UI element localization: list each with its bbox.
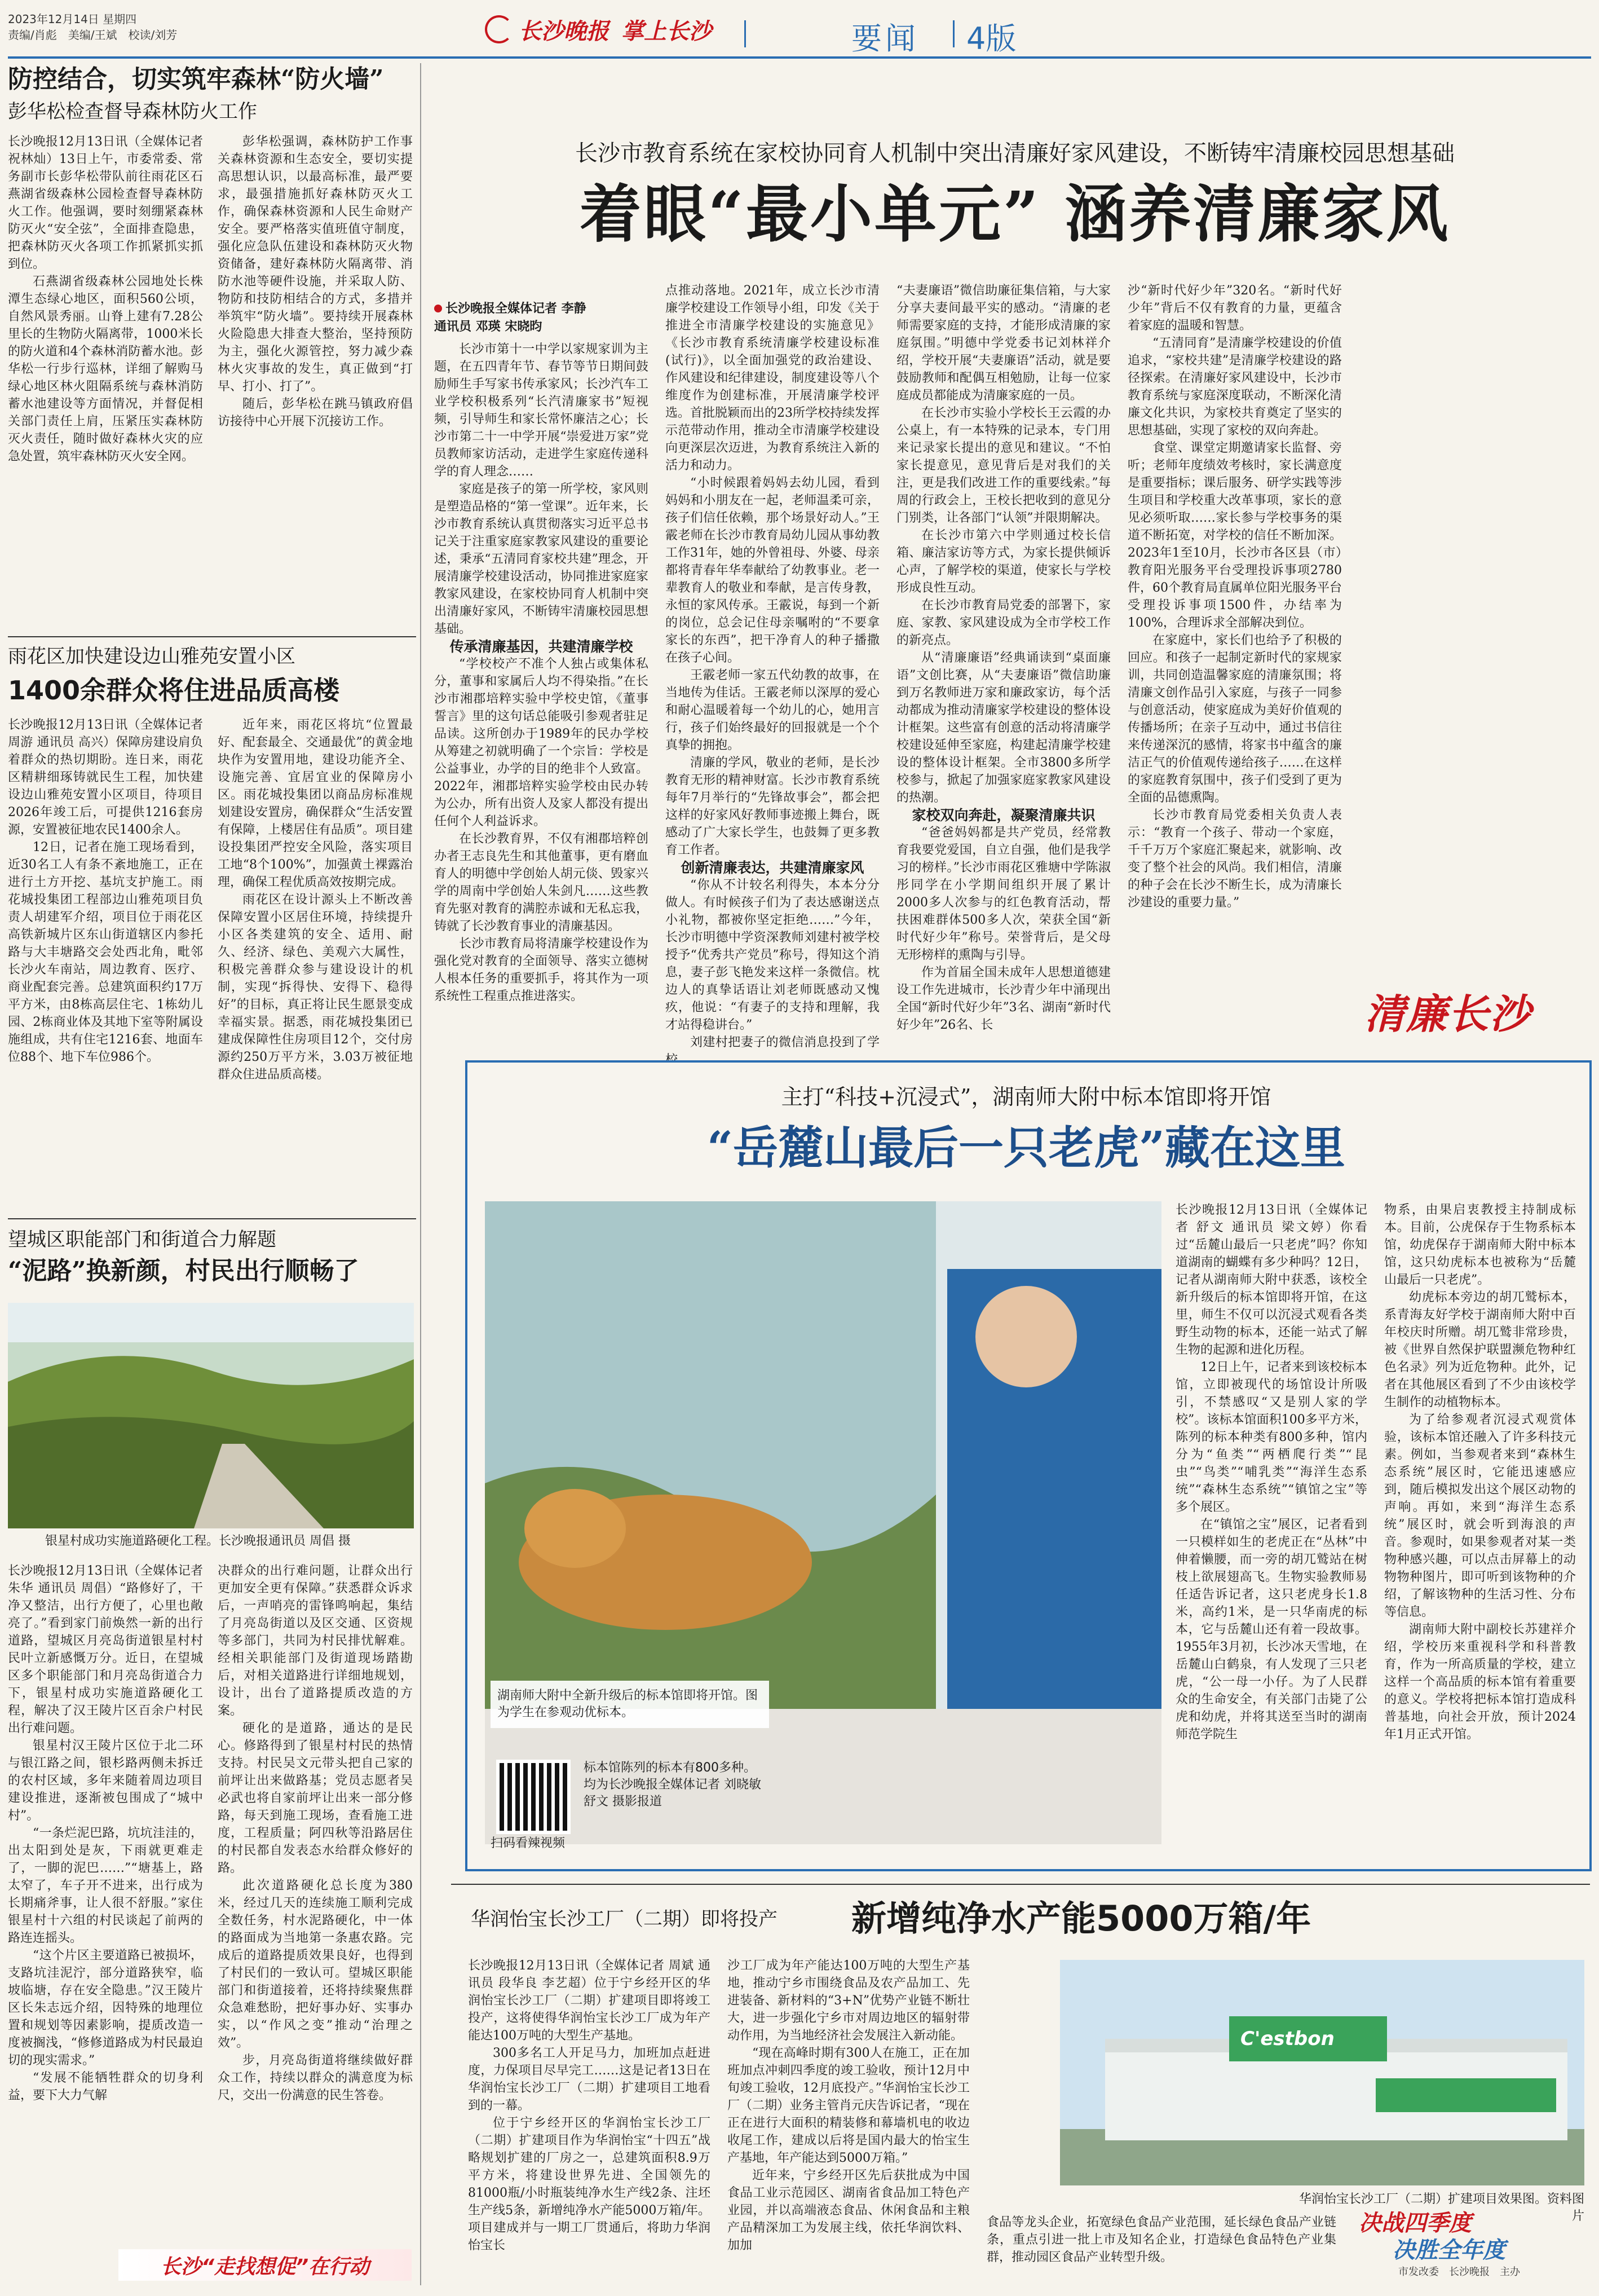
clean-para: 长沙市第十一中学以家规家训为主题，在五四青年节、春节等节日期间鼓励师生手写家书传承家风；长沙汽车工业学校积极系列“长汽清廉家书”短视频，引导师生和家长常怀廉洁之心；长沙市第二十一中学开展“崇爱进万家”党员教师家访活动，走进学生家庭传递科学的育人理念…… [434, 342, 648, 479]
clean-para: 作为首届全国未成年人思想道德建设工作先进城市，长沙青少年中涌现出全国“新时代好少年”3名、湖南“新时代好少年”26名、长 [896, 966, 1111, 1032]
clean-para: 清廉的学风，敬业的老师，是长沙教育无形的精神财富。长沙市教育系统每年7月举行的“先锋故事会”，都会把这样的好家风好教师事迹搬上舞台，既感动了广大家长学生，也鼓舞了更多教育工作者。 [665, 756, 880, 857]
section-name: 要闻 [851, 21, 919, 56]
clean-para: 在长沙市实验小学校长王云霞的办公桌上，有一本特殊的记录本，专门用来记录家长提出的意见和建议。“不怕家长提意见，意见背后是对我们的关注，更是我们改进工作的重要线索。”每周的行政会上，王校长把收到的意见分门别类，让各部门“认领”并限期解决。 [896, 406, 1111, 525]
road-col1 [8, 1562, 203, 2104]
fire-title: 防控结合，切实筑牢森林“防火墙” [8, 65, 384, 94]
factory-brand-sign: C'estbon [1240, 2028, 1335, 2050]
water-para: 沙工厂成为年产能达100万吨的大型生产基地，推动宁乡市围绕食品及农产品加工、先进装备、新材料的“3+N”优势产业链不断壮大，进一步强化宁乡市对周边地区的辐射带动作用，为当地经济社会发展注入新动能。 [727, 1959, 970, 2043]
brand-name: 掌上长沙 [621, 18, 712, 45]
water-kicker: 华润怡宝长沙工厂（二期）即将投产 [471, 1908, 778, 1931]
road-para: 长沙晚报12月13日讯（全媒体记者 朱华 通讯员 周倡）“路修好了，干净又整洁，出行方便了，心里也敞亮了。”看到家门前焕然一新的出行道路，望城区月亮岛街道银星村村民叶立新感慨万分。近日，在望城区多个职能部门和月亮岛街道合力下，银星村成功实施道路硬化工程，解决了汉王陵片区百余户村民出行难问题。 [8, 1564, 203, 1735]
section-divider [953, 20, 955, 47]
road-para: 步，月亮岛街道将继续做好群众工作，持续以群众的满意度为标尺，交出一份满意的民生答卷。 [218, 2053, 413, 2103]
story-fire [8, 63, 414, 465]
water-para: 食品等龙头企业，拓宽绿色食品产业范围，延长绿色食品产业链条，重点引进一批上市及知名企业，打造绿色食品特色产业集群，推动园区食品产业转型升级。 [987, 2215, 1336, 2264]
clean-logo-text: 清廉长沙 [1364, 990, 1532, 1038]
clean-para: 长沙市教育局党委相关负责人表示：“教育一个孩子、带动一个家庭，千千万万个家庭汇聚起来，就影响、改变了整个社会的风尚。我们相信，清廉的种子会在长沙不断生长，成为清廉长沙建设的重要力量。” [1128, 808, 1342, 910]
fire-col2 [218, 133, 413, 465]
clean-para: 刘建村把妻子的微信消息投到了学 [690, 1035, 880, 1050]
clean-para: 点推动落地。2021年，成立长沙市清廉学校建设工作领导小组，印发《关于推进全市清廉学校建设的实施意见》《长沙市教育系统清廉学校建设标准(试行)》，以全面加强党的政治建设、作风建设和纪律建设，制度建设等八个维度作为创建标准，开展清廉学校评选。首批脱颖而出的23所学校持续发挥示范带动作用，推动全市清廉学校建设向更深层次迈进，为教育系统注入新的活力和动力。 [665, 284, 880, 473]
masthead-logo [485, 12, 712, 46]
road-para: 决群众的出行难问题，让群众出行更加安全更有保障。”获悉群众诉求后，一声哨亮的雷锋鸣响起，集结了月亮岛街道以及区交通、区资规等多部门，共同为村民排忧解难。经相关职能部门及街道现场踏勘后，对相关道路进行详细地规划，设计，出台了道路提质改造的方案。 [218, 1564, 413, 1718]
paper-logo-icon [485, 15, 513, 43]
clean-body [434, 282, 1590, 1055]
clean-para: 王霰老师一家五代幼教的故事，在当地传为佳话。王霰老师以深厚的爱心和耐心温暖着每一个幼儿的心，她用言行，孩子们始终最好的回报就是一个个真挚的拥抱。 [665, 668, 880, 752]
tiger-para: 幼虎标本旁边的胡兀鹫标本，系青海友好学校于湖南师大附中百年校庆时所赠。胡兀鹫非常珍贵，被《世界自然保护联盟濒危物种红色名录》列为近危物种。此外，记者在其他展区看到了不少由该校学生制作的动植物标本。 [1384, 1290, 1576, 1409]
fire-para: 随后，彭华松在跳马镇政府倡访接待中心开展下沉接访工作。 [218, 397, 413, 429]
clean-para: 从“清廉廉语”经典诵读到“桌面廉语”文创比赛，从“夫妻廉语”微信助廉到万名教师进万家和廉政家访，每个活动都成为推动清廉家学校建设的整体设计框架。这些富有创意的活动将清廉学校建设延伸至家庭，构建起清廉学校建设的整体设计框架。全市3800多所学校参与，掀起了加强家庭家教家风建设的热潮。 [896, 651, 1111, 805]
clean-para: 长沙市教育局将清廉学校建设作为强化党对教育的全面领导、落实立德树人根本任务的重要抓手，将其作为一项系统性工程重点推进落实。 [434, 937, 648, 1003]
tiger-kicker: 主打“科技+沉浸式”，湖南师大附中标本馆即将开馆 [781, 1085, 1271, 1109]
clean-para: 沙“新时代好少年”320名。“新时代好少年”背后不仅有教育的力量，更蕴含着家庭的温暖和智慧。 [1128, 284, 1342, 333]
clean-logo [1364, 981, 1531, 1040]
water-title: 新增纯净水产能5000万箱/年 [851, 1898, 1311, 1939]
clean-para: “夫妻廉语”微信助廉征集信箱，与大家分享夫妻间最平实的感动。“清廉的老师需要家庭的支持，才能形成清廉的家庭氛围。”明德中学党委书记刘林祥介绍，学校开展“夫妻廉语”活动，就是要鼓励教师和配偶互相勉励，让每一位家庭成员都能成为清廉家庭的一员。 [896, 284, 1111, 403]
fire-col1 [8, 133, 203, 465]
road-para: 硬化的是道路，通达的是民心。修路得到了银星村村民的热情支持。村民吴文元带头把自己家的前坪让出来做路基；党员志愿者吴必武也将自家前坪让出来一部分修路，每天到施工现场，查看施工进度，工程质量；阿四秋等沿路居住的村民都自发表态水给群众修好的路。 [218, 1721, 413, 1875]
clean-para: “你从不计较名利得失，本本分分做人。有时候孩子们为了表达感谢送点小礼物，都被你坚定拒绝……”今年，长沙市明德中学资深教师刘建村被学校授予“优秀共产党员”称号，得知这个消息，妻子彭飞艳发来这样一条微信。枕边人的真挚话语让刘老师既感动又愧疚，他说：“有妻子的支持和理解，我才站得稳讲台。” [665, 878, 880, 1032]
housing-para: 12日，记者在施工现场看到，近30名工人有条不紊地施工，正在进行土方开挖、基坑支护施工。雨花城投集团工程部边山雅苑项目负责人胡建军介绍，项目位于雨花区高铁新城片区东山街道辖区内参托路与大丰塘路交会处西北角，毗邻长沙火车南站，周边教育、医疗、商业配套完善。总建筑面积约17万平方米，由8栋高层住宅、1栋幼儿园、2栋商业体及其地下室等附属设施组成，共有住宅1216套、地面车位88个、地下车位986个。 [8, 840, 203, 1064]
tiger-small-caption: 标本馆陈列的标本有800多种。 均为长沙晚报全媒体记者 刘晓敏 舒文 摄影报道 [584, 1761, 761, 1809]
water-para: 300多名工人开足马力，加班加点赶进度，力保项目尽早完工……这是记者13日在华润怡宝长沙工厂（二期）扩建项目工地看到的一幕。 [468, 2046, 710, 2113]
clean-para: 家庭是孩子的第一所学校，家风则是塑造品格的“第一堂课”。近年来，长沙市教育系统认真贯彻落实习近平总书记关于注重家庭家教家风建设的重要论述，秉承“五清同育家校共建”理念，开展清廉学校建设活动，协同推进家庭家教家风建设，在家校协同育人机制中突出清廉好家风，不断铸牢清廉校园思想基础。 [434, 482, 648, 636]
clean-kicker: 长沙市教育系统在家校协同育人机制中突出清廉好家风建设，不断铸牢清廉校园思想基础 [575, 140, 1455, 166]
water-para: 近年来，宁乡经开区先后获批成为中国食品工业示范园区、湖南省食品加工特色产业园，并以高端液态食品、休闲食品和主粮产品精深加工为发展主线，依托华润饮料、加加 [727, 2169, 970, 2253]
clean-para: “爸爸妈妈都是共产党员，经常教育我要党爱国，自立自强，他们是我学习的榜样。”长沙市雨花区雅塘中学陈淑彤同学在小学期间组织开展了累计2000多人次参与的红色教育活动，帮扶困难群体500多人次，荣获全国“新时代好少年”称号。荣誉背后，是父母无形榜样的熏陶与引导。 [896, 826, 1111, 962]
housing-bottom-rule [8, 1218, 416, 1219]
housing-title: 1400余群众将住进品质高楼 [8, 675, 340, 706]
housing-kicker: 雨花区加快建设边山雅苑安置小区 [8, 645, 295, 668]
clean-byline-icon [434, 305, 442, 312]
clean-subhead-2: 创新清廉表达，共建清廉家风 [681, 860, 864, 876]
water-col1 [468, 1957, 710, 2254]
story-housing [8, 643, 414, 1083]
tiger-para: 12日上午，记者来到该校标本馆，立即被现代的场馆设计所吸引，不禁感叹“又是别人家的学校”。该标本馆面积100多平方米，陈列的标本种类有800多种，馆内分为“鱼类”“两栖爬行类”“昆虫”“鸟类”“哺乳类”“海洋生态系统”“森林生态系统”“镇馆之宝”等多个展区。 [1176, 1360, 1367, 1514]
story-road [8, 1227, 414, 1288]
clean-col2 [665, 282, 880, 1069]
clean-para: “小时候跟着妈妈去幼儿园，看到妈妈和小朋友在一起，老师温柔可亲，孩子们信任依赖，那个场景好动人。”王霰老师在长沙市教育局幼儿园从事幼教工作31年，她的外曾祖母、外婆、母亲都将青春年华奉献给了幼教事业。老一辈教育人的敬业和奉献，是言传身教，永恒的家风传承。王霰说，每到一个新的岗位，总会记住母亲嘱咐的“不要拿家长的东西”，把干净育人的种子播撒在孩子心间。 [665, 476, 880, 665]
header-rule [8, 56, 1591, 59]
clean-byline [434, 282, 648, 336]
left-column-divider [420, 63, 421, 2285]
banner-line2: 决胜全年度 [1393, 2237, 1505, 2263]
clean-byline-text: 长沙晚报全媒体记者 李静 通讯员 邓瑛 宋晓昀 [434, 302, 586, 334]
tiger-col1 [1176, 1201, 1367, 1743]
page-number: 4版 [966, 21, 1017, 56]
qr-code[interactable] [496, 1760, 571, 1834]
fire-para: 彭华松强调，森林防护工作事关森林资源和生态安全，要切实提高思想认识，以最高标准，最严要求，最强措施抓好森林防灭火工作，确保森林资源和人民生命财产安全。要严格落实值班值守制度，强化应急队伍建设和森林防灭火物资储备，建好森林防火隔离带、消防水池等硬件设施，并采取人防、物防和技防相结合的方式，多措并举筑牢“防火墙”。要持续开展森林火险隐患大排查大整治，坚持预防为主，强化火源管控，努力减少森林火灾事故的发生，真正做到“打早、打小、打了”。 [218, 135, 413, 394]
clean-para: 在长沙市第六中学则通过校长信箱、廉洁家访等方式，为家长提供倾诉心声，了解学校的渠道，使家长与学校形成良性互动。 [896, 528, 1111, 595]
factory-illustration [1060, 1960, 1584, 2185]
road-para: 银星村汉王陵片区位于北二环与银江路之间，银杉路两侧未拆迁的农村区域，多年来随着周边项目建设推进，逐渐被包围成了“城中村”。 [8, 1739, 203, 1823]
tiger-col2 [1384, 1201, 1576, 1743]
road-para: 此次道路硬化总长度为380米，经过几天的连续施工顺利完成全数任务，村水泥路硬化，中一体的路面成为当地第一条惠农路。完成后的道路提质效果良好，也得到了村民们的一致认可。望城区职能部门和街道接着，还将持续聚焦群众急难愁盼，把好事办好、实事办实，以“作风之变”推动“治理之效”。 [218, 1879, 413, 2050]
clean-para: 食堂、课堂定期邀请家长监督、旁听；老师年度绩效考核时，家长满意度是重要指标；课后服务、研学实践等涉生项目和学校重大改革事项，家长的意见必须听取……家长参与学校事务的渠道不断拓宽，对学校的信任不断加深。2023年1至10月，长沙市各区县（市）教育阳光服务平台受理投诉事项2780件，60个教育局直属单位阳光服务平台受理投诉事项1500件，办结率为100%，合理诉求全部解决到位。 [1128, 441, 1342, 630]
clean-para: “学校校产不准个人独占或集体私分，董事和家属后人均不得染指。”在长沙市湘郡培粹实验中学校史馆，《董事誓言》里的这句话总能吸引参观者驻足品读。这所创办于1989年的民办学校从筹建之初就明确了一个宗旨：学校是公益事业，办学的目的绝非个人致富。2022年，湘郡培粹实验学校由民办转为公办，所有出资人及家人都没有提出任何个人利益诉求。 [434, 657, 648, 829]
campaign-banner [1359, 2210, 1590, 2283]
road-col2 [218, 1562, 413, 2104]
fire-subtitle: 彭华松检查督导森林防火工作 [8, 100, 257, 123]
issue-date: 2023年12月14日 星期四 [8, 12, 137, 26]
header-divider [744, 20, 746, 47]
clean-para: 在家庭中，家长们也给予了积极的回应。和孩子一起制定新时代的家规家训，共同创造温馨家庭的清廉氛围；将清廉文创作品引入家庭，与孩子一同参与创意活动，使家庭成为美好价值观的传播场所；在亲子互动中，通过书信往来传递深沉的感情，将家书中蕴含的廉洁正气的价值观传递给孩子……在这样的家庭教育氛围中，孩子们受到了更为全面的品德熏陶。 [1128, 633, 1342, 805]
tiger-photo-caption: 湖南师大附中全新升级后的标本馆即将开馆。图为学生在参观动优标本。 [491, 1681, 769, 1728]
clean-subhead-3: 家校双向奔赴，凝聚清廉共识 [912, 807, 1096, 823]
clean-para: “五清同育”是清廉学校建设的价值追求，“家校共建”是清廉学校建设的路径探索。在清廉好家风建设中，长沙市教育系统与家庭深度联动，不断深化清廉文化共识，为家校共育奠定了坚实的思想基础，实现了家校的双向奔赴。 [1128, 336, 1342, 438]
road-column-tag-text: 长沙“走找想促”在行动 [160, 2255, 370, 2279]
tiger-title: “岳麓山最后一只老虎”藏在这里 [706, 1121, 1346, 1174]
paper-name: 长沙晚报 [519, 17, 609, 45]
road-photo [8, 1303, 414, 1528]
fire-bottom-rule [8, 636, 416, 637]
water-para: “现在高峰时期有300人在施工，正在加班加点冲刺四季度的竣工验收，预计12月中旬竣工验收，12月底投产。”华润怡宝长沙工厂（二期）业务主管肖元庆告诉记者，“现在正在进行大面积的精装修和幕墙机电的收边收尾工作，建成以后将是国内最大的怡宝生产基地，年产能达到5000万箱。” [727, 2046, 970, 2165]
road-para: “一条烂泥巴路，坑坑洼洼的，出太阳到处是灰，下雨就更难走了，一脚的泥巴……”“塘基上，路太窄了，车子开不进来，出行成为长期痛斧事，让人很不舒服。”家住银星村十六组的村民谈起了前两的路连连摇头。 [8, 1826, 203, 1945]
clean-col1 [434, 341, 648, 1005]
housing-para: 近年来，雨花区将坑“位置最好、配套最全、交通最优”的黄金地块作为安置用地，建设功能齐全、设施完善、宜居宜业的保障房小区。雨花城投集团以商品房标准规划建设安置房，确保群众“生活安置有保障，上楼居住有品质”。项目建设投集团严控安全风险，落实项目工地“8个100%”，加强黄土裸露治理，确保工程优质高效按期完成。 [218, 718, 413, 889]
water-col3 [987, 2214, 1336, 2266]
clean-para: 在长沙教育界，不仅有湘郡培粹创办者王志良先生和其他董事，更有磨血育人的明德中学创始人胡元倓、毁家兴学的周南中学创始人朱剑凡……这些教育先驱对教育的满腔赤诚和无私忘我，铸就了长沙教育事业的清廉基因。 [434, 832, 648, 933]
water-photo-caption: 华润怡宝长沙工厂（二期）扩建项目效果图。资料图片 [1298, 2192, 1584, 2223]
qr-caption: 扫码看辣视频 [491, 1836, 566, 1850]
tiger-para: 为了给参观者沉浸式观赏体验，该标本馆还融入了许多科技元素。例如，当参观者来到“森林生态系统”展区时，它能迅速感应到，随后模拟发出这个展区动物的声响。再如，来到“海洋生态系统”展区时，就会听到海浪的声音。参观时，如果参观者对某一类物种感兴趣，可以点击屏幕上的动物物种图片，即可听到该物种的介绍，了解该物种的生活习性、分布等信息。 [1384, 1413, 1576, 1619]
water-para: 长沙晚报12月13日讯（全媒体记者 周斌 通讯员 段华良 李艺超）位于宁乡经开区的华润怡宝长沙工厂（二期）扩建项目即将竣工投产，这将使得华润怡宝长沙工厂成为年产能达100万吨的大型生产基地。 [468, 1959, 710, 2043]
road-title: “泥路”换新颜，村民出行顺畅了 [8, 1257, 359, 1285]
banner-sub: 市发改委 长沙晚报 主办 [1398, 2266, 1520, 2278]
editor-credits: 责编/肖彪 美编/王斌 校读/刘芳 [8, 28, 178, 42]
tiger-para: 物系，由果启衷教授主持制成标本。目前，公虎保存于生物系标本馆，幼虎保存于湖南师大附中标本馆，这只幼虎标本也被称为“岳麓山最后一只老虎”。 [1384, 1203, 1576, 1287]
water-col2 [727, 1957, 970, 2254]
housing-para: 雨花区在设计源头上不断改善保障安置小区居住环境，持续提升小区各类建筑的安全、适用、耐久、经济、绿色、美观六大属性，积极完善群众参与建设设计的机制，实现“拆得快、安得下、稳得好”的目标，真正将让民生愿景变成幸福实景。据悉，雨花城投集团已建成保障性住房项目12个，交付房源约250万平方米，3.03万被征地群众住进品质高楼。 [218, 893, 413, 1082]
clean-col4 [1128, 282, 1342, 911]
housing-col1 [8, 716, 203, 1083]
water-para: 位于宁乡经开区的华润怡宝长沙工厂（二期）扩建项目作为华润怡宝“十四五”战略规划扩建的厂房之一，总建筑面积8.9万平方米，将建设世界先进、全国领先的81000瓶/小时瓶装纯净水生产线2条、注坯生产线5条，新增纯净水产能5000万箱/年。项目建成并与一期工厂贯通后，将助力华润怡宝长 [468, 2116, 710, 2253]
road-column-tag [118, 2249, 412, 2281]
road-para: “这个片区主要道路已被损坏，支路坑洼泥泞，部分道路狭窄，临坡临塘，存在安全隐患。”汉王陵片区长朱志远介绍，因特殊的地理位置和规划等因素影响，提质改造一度被搁浅，“修修道路成为村民最迫切的现实需求。” [8, 1949, 203, 2068]
fire-para: 长沙晚报12月13日讯（全媒体记者 祝林灿）13日上午，市委常委、常务副市长彭华松带队前往雨花区石燕湖省级森林公园检查督导森林防火工作。他强调，要时刻绷紧森林防灭火“安全弦”，全面排查隐患，把森林防灭火各项工作抓紧抓实抓到位。 [8, 135, 203, 271]
housing-col2 [218, 716, 413, 1083]
banner-line1: 决战四季度 [1359, 2210, 1472, 2236]
tiger-para: 长沙晚报12月13日讯（全媒体记者 舒文 通讯员 梁文婷）你看过“岳麓山最后一只老虎”吗？你知道湖南的蝴蝶有多少种吗？12日，记者从湖南师大附中获悉，该校全新升级后的标本馆即将开馆，在这里，师生不仅可以沉浸式观看各类野生动物的标本，还能一站式了解生物的起源和进化历程。 [1176, 1203, 1367, 1357]
water-photo [1060, 1960, 1584, 2185]
road-photo-illustration [8, 1303, 414, 1528]
water-top-rule [451, 1884, 1590, 1885]
clean-title: 着眼“最小单元” 涵养清廉家风 [579, 178, 1451, 250]
tiger-para: 湖南师大附中副校长苏建祥介绍，学校历来重视科学和科普教育，作为一所高质量的学校，建立这样一个高品质的标本馆有着重要的意义。学校将把标本馆打造成科普基地，向社会开放，预计2024年1月正式开馆。 [1384, 1623, 1576, 1742]
clean-col3 [896, 282, 1111, 1034]
road-kicker: 望城区职能部门和街道合力解题 [8, 1228, 276, 1251]
tiger-photo-illustration [485, 1201, 1161, 1844]
road-para: “发展不能牺牲群众的切身利益，要下大力气解 [8, 2071, 203, 2103]
clean-subhead-1: 传承清廉基因，共建清廉学校 [449, 638, 633, 655]
tiger-photo [485, 1201, 1161, 1844]
clean-para: 在长沙市教育局党委的部署下，家庭、家教、家风建设成为全市学校工作的新亮点。 [896, 598, 1111, 647]
housing-para: 长沙晚报12月13日讯（全媒体记者 周游 通讯员 高兴）保障房建设肩负着群众的热切期盼。连日来，雨花区精耕细琢铸就民生工程，加快建设边山雅苑安置小区项目，待项目2026年竣工后，可提供1216套房源，安置被征地农民1400余人。 [8, 718, 203, 837]
road-photo-caption: 银星村成功实施道路硬化工程。长沙晚报通讯员 周倡 摄 [45, 1534, 351, 1548]
tiger-para: 在“镇馆之宝”展区，记者看到一只模样如生的老虎正在“丛林”中伸着懒腰，而一旁的胡兀鹫站在树枝上欲展翅高飞。生物实验教师易任适告诉记者，这只老虎身长1.8米，高约1米，是一只华南虎的标本，它与岳麓山还有着一段故事。1955年3月初，长沙冰天雪地，在岳麓山白鹤泉，有人发现了三只老虎，“公一母一小仔。为了人民群众的生命安全，有关部门击毙了公虎和幼虎，并将其送至当时的湖南师范学院生 [1176, 1518, 1367, 1742]
fire-para: 石燕湖省级森林公园地处长株潭生态绿心地区，面积560公顷，自然风景秀丽。山脊上建有7.28公里长的生物防火隔离带，1000米长的防火道和4个森林消防蓄水池。彭华松一行步行巡林，详细了解购马绿心地区林火阻隔系统与森林消防蓄水池建设等方面情况，并督促相关部门责任上肩，压紧压实森林防灭火责任，随时做好森林火灾的应急处置，筑牢森林防灭火安全网。 [8, 275, 203, 464]
